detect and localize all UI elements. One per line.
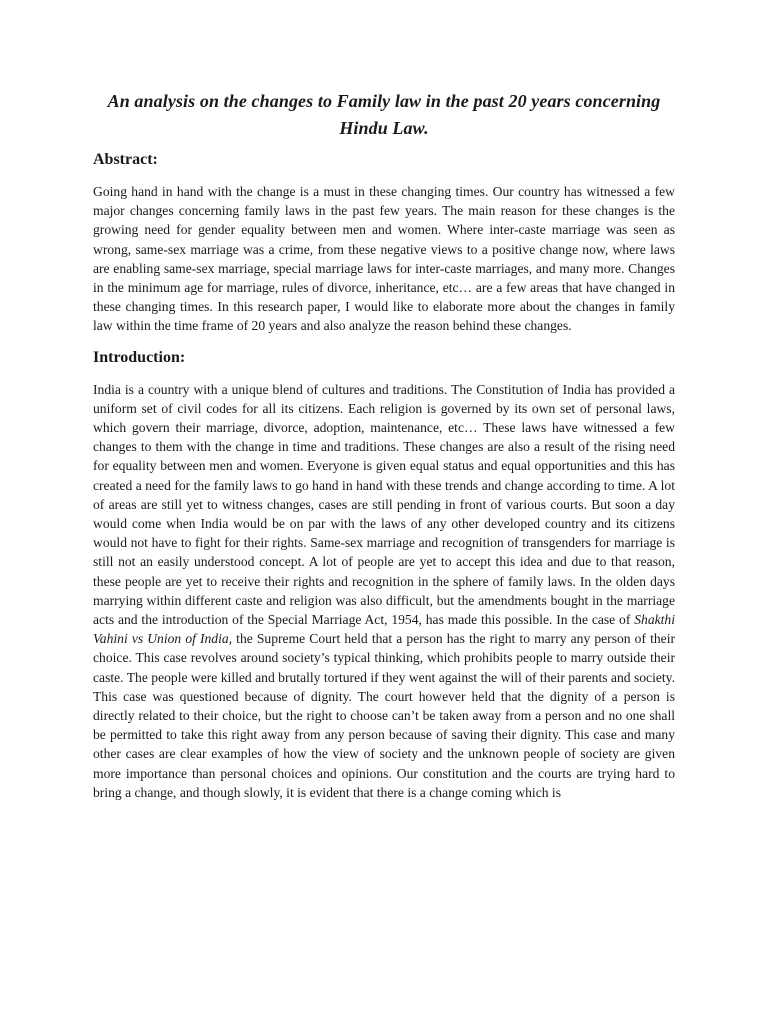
introduction-paragraph (93, 380, 675, 802)
case-name: Shakthi Vahini vs Union of India, (93, 612, 675, 647)
introduction-text-part-1: India is a country with a unique blend of cultures and traditions. The Constitution of India has provided a uniform set of civil codes for all its citizens. Each religion is governed by its own set of personal laws, which govern their marriage, divorce, adoption, maintenance, etc… These laws have witnessed a few changes to them with the change in time and traditions. These changes are also a result of the rising need for equality between men and women. Everyone is given equal status and equal opportunities and this has created a need for the family laws to go hand in hand with these trends and change according to time. A lot of areas are still yet to witness changes, cases are still pending in front of various courts. But soon a day would come when India would be on par with the laws of any other developed country and its citizens would not have to fight for their rights. Same-sex marriage and recognition of transgenders for marriage is still not an easily understood concept. A lot of people are yet to accept this idea and due to that reason, these people are yet to receive their rights and recognition in the sphere of family laws. In the olden days marrying within different caste and religion was also difficult, but the amendments bought in the marriage acts and the introduction of the Special Marriage Act, 1954, has made this possible. In the case of (93, 381, 675, 628)
introduction-text-part-2: the Supreme Court held that a person has the right to marry any person of their choice. This case revolves around society’s typical thinking, which prohibits people to marry outside their caste. The people were killed and brutally tortured if they went against the will of their parents and society. This case was questioned because of dignity. The court however held that the dignity of a person is directly related to their choice, but the right to choose can’t be taken away from a person and no one shall be permitted to take this right away from any person because of saving their dignity. This case and many other cases are clear examples of how the view of society and the unknown people of society are given more importance than personal choices and opinions. Our constitution and the courts are trying hard to bring a change, and though slowly, it is evident that there is a change coming which is (93, 631, 675, 800)
document-page (93, 88, 675, 802)
abstract-heading: Abstract: (93, 151, 158, 168)
document-title: An analysis on the changes to Family law in the past 20 years concerning Hindu Law. (107, 91, 661, 138)
abstract-paragraph: Going hand in hand with the change is a must in these changing times. Our country has witnessed a few major changes concerning family laws in the past few years. The main reason for these changes is the growing need for gender equality between men and women. Where inter-caste marriage was seen as wrong, same-sex marriage was a crime, from these negative views to a positive change now, where laws are enabling same-sex marriage, special marriage laws for inter-caste marriages, and many more. Changes in the minimum age for marriage, rules of divorce, inheritance, etc… are a few areas that have changed in these changing times. In this research paper, I would like to elaborate more about the changes in family law within the time frame of 20 years and also analyze the reason behind these changes. (93, 184, 675, 334)
introduction-heading: Introduction: (93, 348, 186, 366)
